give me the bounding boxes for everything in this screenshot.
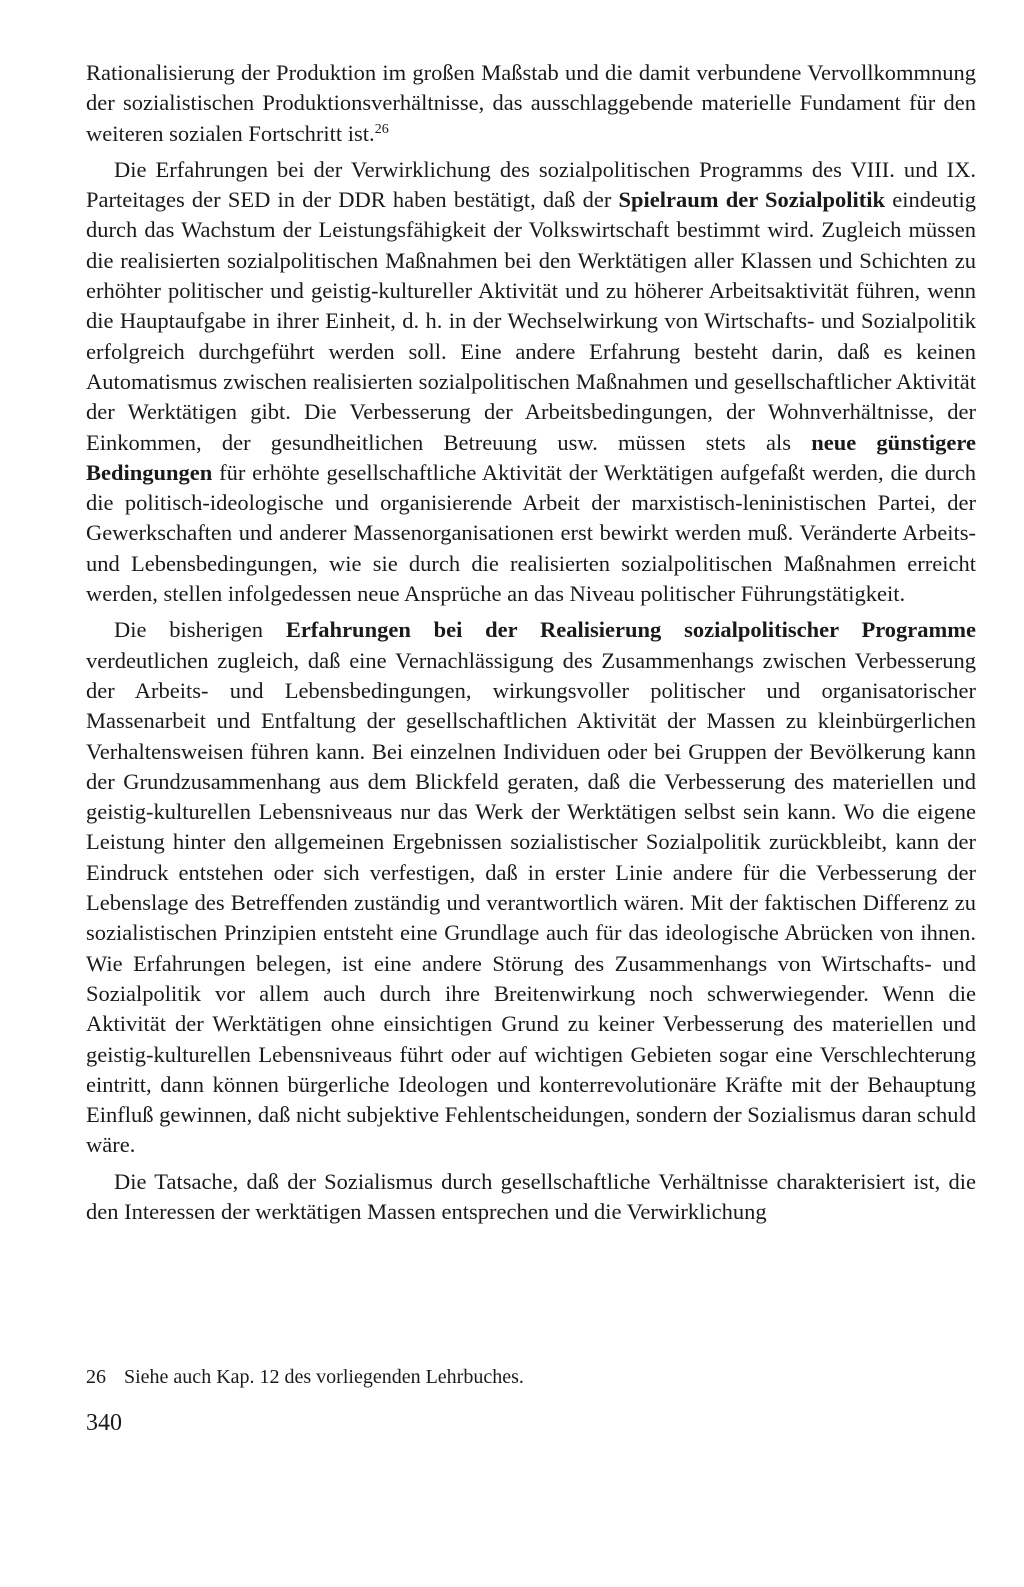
footnote-text: Siehe auch Kap. 12 des vorliegenden Lehrbuches.	[124, 1366, 524, 1388]
footnote	[86, 1364, 524, 1390]
footnote-number: 26	[86, 1366, 106, 1388]
page-body	[86, 58, 976, 1227]
paragraph	[86, 615, 976, 1160]
text-run: Die Tatsache, daß der Sozialismus durch gesellschaftliche Verhältnisse charakterisiert ist, die den Interessen der werktätigen Massen entsprechen und die Verwirklichung	[86, 1168, 976, 1224]
page-number: 340	[86, 1410, 122, 1436]
text-run: für erhöhte gesellschaftliche Aktivität der Werktätigen aufgefaßt werden, die durch die politisch-ideologische und organisierende Arbeit der marxistisch-leninistischen Partei, der Gewerkschaften und anderer Massenorganisationen erst bewirkt werden muß. Veränderte Arbeits- und Lebensbedingungen, wie sie durch die realisierten sozialpolitischen Maßnahmen erreicht werden, stellen infolgedessen neue Ansprüche an das Niveau politischer Führungstätigkeit.	[86, 459, 976, 607]
emphasized-term: neue günstigere Bedingungen	[86, 429, 976, 485]
emphasized-term: Spielraum der Sozialpolitik	[618, 187, 886, 213]
text-run: eindeutig durch das Wachstum der Leistungsfähigkeit der Volkswirtschaft bestimmt wird. Zugleich müssen die realisierten sozialpolitischen Maßnahmen bei den Werktätigen aller Klassen und Schichten zu erhöhter politischer und geistig-kultureller Aktivität und zu höherer Arbeitsaktivität führen, wenn die Hauptaufgabe in ihrer Einheit, d. h. in der Wechselwirkung von Wirtschafts- und Sozialpolitik erfolgreich durchgeführt werden soll. Eine andere Erfahrung besteht darin, daß es keinen Automatismus zwischen realisierten sozialpolitischen Maßnahmen und gesellschaftlicher Aktivität der Werktätigen gibt. Die Verbesserung der Arbeitsbedingungen, der Wohnverhältnisse, der Einkommen, der gesundheitlichen Betreuung usw. müssen stets als	[86, 187, 976, 455]
emphasized-term: Erfahrungen bei der Realisierung sozialpolitischer Programme	[285, 617, 976, 643]
paragraph	[86, 155, 976, 609]
footnote-reference: 26	[374, 121, 389, 137]
text-run: verdeutlichen zugleich, daß eine Vernachlässigung des Zusammenhangs zwischen Verbesserung der Arbeits- und Lebensbedingungen, wirkungsvoller politischer und organisatorischer Massenarbeit und Entfaltung der gesellschaftlichen Aktivität der Massen zu kleinbürgerlichen Verhaltensweisen führen kann. Bei einzelnen Individuen oder bei Gruppen der Bevölkerung kann der Grundzusammenhang aus dem Blickfeld geraten, daß die Verbesserung des materiellen und geistig-kulturellen Lebensniveaus nur das Werk der Werktätigen selbst sein kann. Wo die eigene Leistung hinter den allgemeinen Ergebnissen sozialistischer Sozialpolitik zurückbleibt, kann der Eindruck entstehen oder sich verfestigen, daß in erster Linie andere für die Verbesserung der Lebenslage des Betreffenden zuständig und verantwortlich wären. Mit der faktischen Differenz zu sozialistischen Prinzipien entsteht eine Grundlage auch für das ideologische Abrücken von ihnen. Wie Erfahrungen belegen, ist eine andere Störung des Zusammenhangs von Wirtschafts- und Sozialpolitik vor allem auch durch ihre Breitenwirkung noch schwerwiegender. Wenn die Aktivität der Werktätigen ohne einsichtigen Grund zu keiner Verbesserung des materiellen und geistig-kulturellen Lebensniveaus führt oder auf wichtigen Gebieten sogar eine Verschlechterung eintritt, dann können bürgerliche Ideologen und konterrevolutionäre Kräfte mit der Behauptung Einfluß gewinnen, daß nicht subjektive Fehlentscheidungen, sondern der Sozialismus daran schuld wäre.	[86, 647, 976, 1158]
text-run: Die bisherigen	[114, 617, 286, 643]
text-run: Rationalisierung der Produktion im großen Maßstab und die damit verbundene Vervollkommnung der sozialistischen Produktionsverhältnisse, das ausschlaggebende materielle Fundament für den weiteren sozialen Fortschritt ist.	[86, 60, 976, 146]
paragraph	[86, 1167, 976, 1228]
text-run: Die Erfahrungen bei der Verwirklichung des sozialpolitischen Programms des VIII. und IX. Parteitages der SED in der DDR haben bestätigt, daß der	[86, 156, 976, 213]
paragraph	[86, 58, 976, 149]
